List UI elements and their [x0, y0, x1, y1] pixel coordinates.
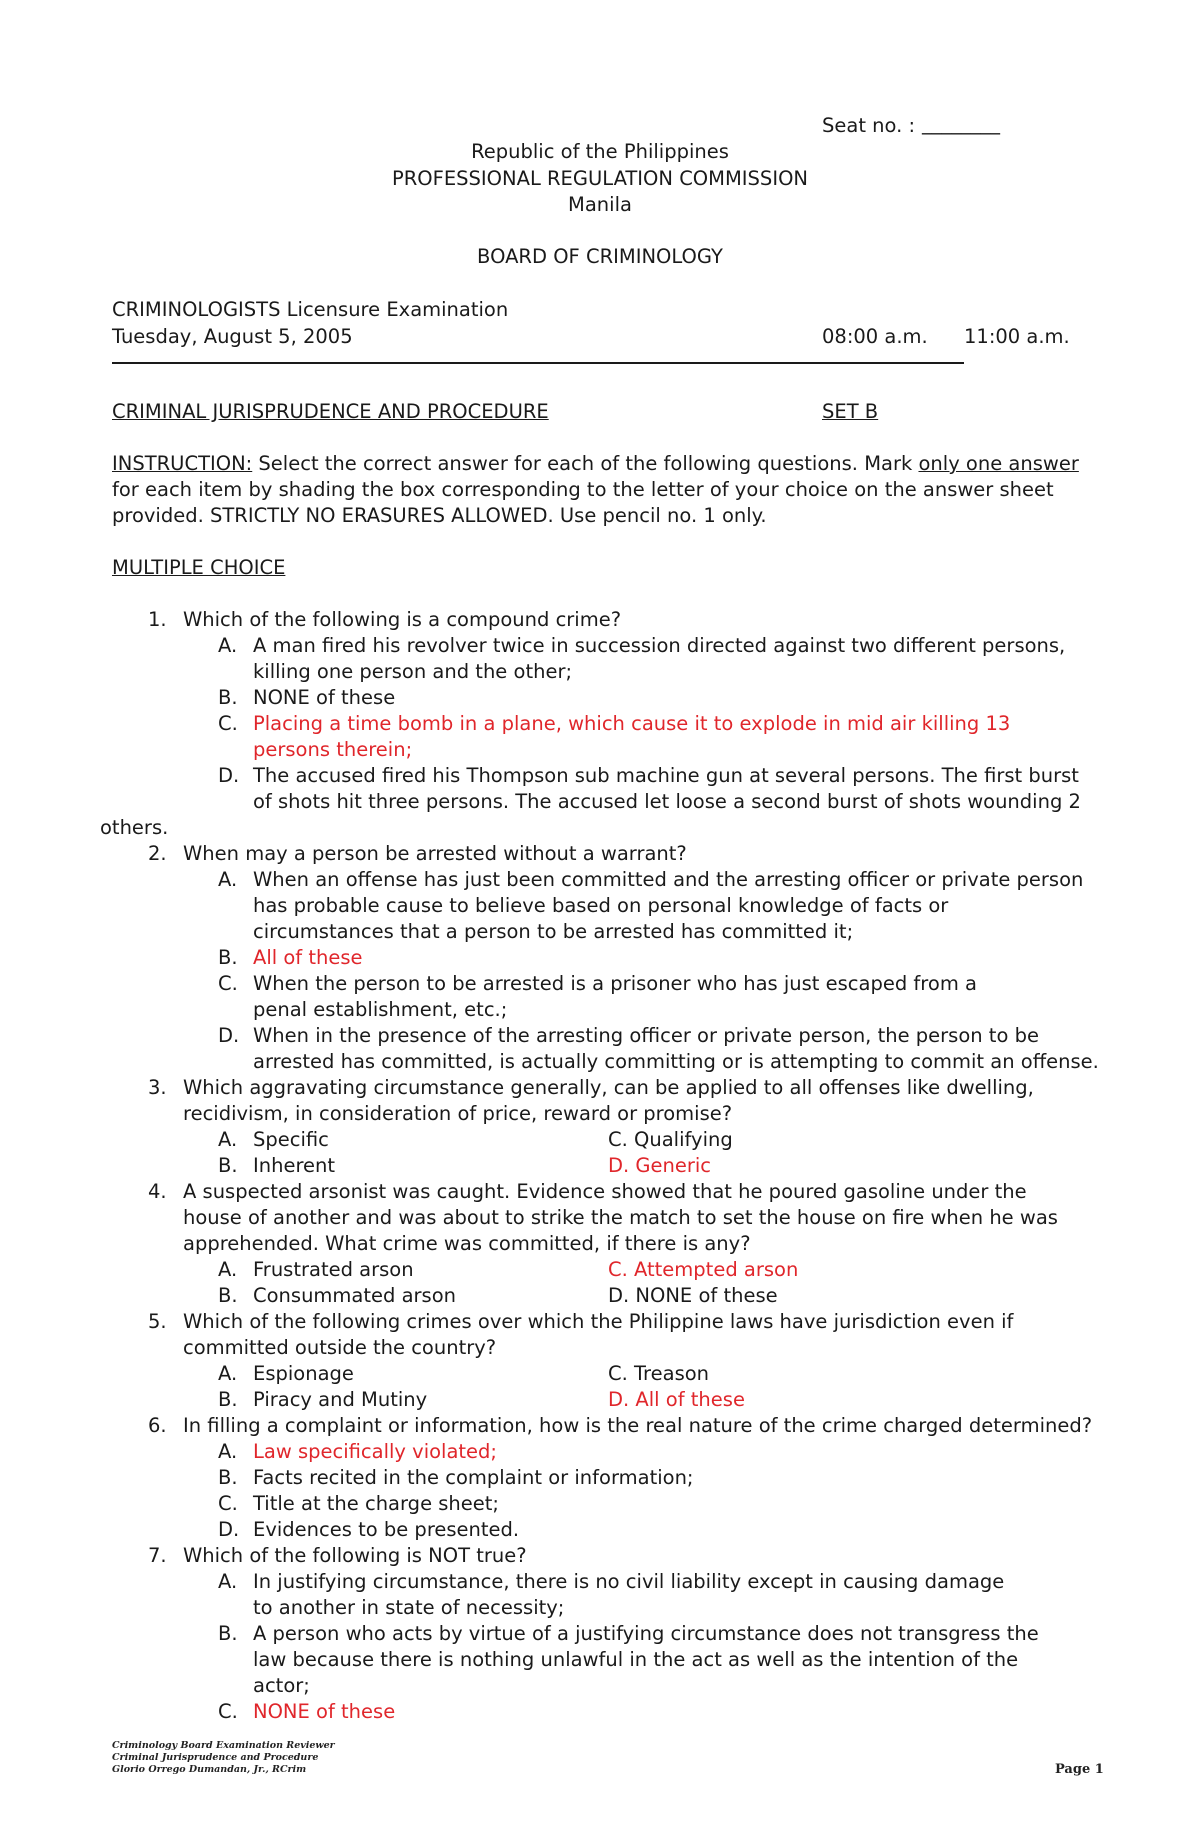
- option-letter: A.: [218, 1128, 238, 1151]
- option-text: Law specifically violated;: [253, 1440, 498, 1463]
- question-text: recidivism, in consideration of price, reward or promise?: [183, 1102, 733, 1125]
- option-text: Inherent: [253, 1154, 336, 1177]
- option-text: law because there is nothing unlawful in the act as well as the intention of the: [253, 1648, 1019, 1671]
- subject-set: SET B: [822, 400, 879, 423]
- option-text: When the person to be arrested is a prisoner who has just escaped from a: [253, 972, 977, 995]
- subject-name: CRIMINAL JURISPRUDENCE AND PROCEDURE: [112, 400, 549, 423]
- time-end: 11:00 a.m.: [964, 325, 1070, 348]
- option-text: C. Attempted arson: [608, 1258, 799, 1281]
- question-text: A suspected arsonist was caught. Evidence showed that he poured gasoline under the: [183, 1180, 1027, 1203]
- option-letter: A.: [218, 1258, 238, 1281]
- option-letter: C.: [218, 712, 238, 735]
- option-letter: D.: [218, 764, 240, 787]
- option-text: C. Qualifying: [608, 1128, 733, 1151]
- option-letter: B.: [218, 1388, 238, 1411]
- option-text: others.: [100, 816, 169, 839]
- option-text: All of these: [253, 946, 363, 969]
- question-number: 7.: [148, 1544, 167, 1567]
- option-text: persons therein;: [253, 738, 413, 761]
- option-letter: B.: [218, 1466, 238, 1489]
- instruction-text: Select the correct answer for each of the following questions. Mark: [252, 452, 919, 475]
- option-text: Placing a time bomb in a plane, which cause it to explode in mid air killing 13: [253, 712, 1011, 735]
- option-letter: C.: [218, 972, 238, 995]
- option-text: actor;: [253, 1674, 310, 1697]
- option-text: NONE of these: [253, 686, 396, 709]
- option-letter: A.: [218, 1440, 238, 1463]
- instruction-emphasis: only one answer: [918, 452, 1079, 475]
- section-title: MULTIPLE CHOICE: [112, 556, 286, 579]
- option-text: circumstances that a person to be arrested has committed it;: [253, 920, 854, 943]
- option-letter: A.: [218, 1570, 238, 1593]
- question-number: 2.: [148, 842, 167, 865]
- question-number: 5.: [148, 1310, 167, 1333]
- option-text: The accused fired his Thompson sub machine gun at several persons. The first burst: [253, 764, 1079, 787]
- question-number: 1.: [148, 608, 167, 631]
- question-text: Which of the following is NOT true?: [183, 1544, 527, 1567]
- option-text: NONE of these: [253, 1700, 396, 1723]
- option-text: When in the presence of the arresting officer or private person, the person to be: [253, 1024, 1039, 1047]
- option-text: killing one person and the other;: [253, 660, 573, 683]
- footer-line-3: Glorio Orrego Dumandan, Jr., RCrim: [112, 1764, 307, 1775]
- option-text: Piracy and Mutiny: [253, 1388, 428, 1411]
- instruction-label: INSTRUCTION:: [112, 452, 253, 475]
- option-letter: A.: [218, 868, 238, 891]
- option-letter: C.: [218, 1492, 238, 1515]
- republic-heading: Republic of the Philippines: [471, 140, 729, 163]
- option-letter: A.: [218, 1362, 238, 1385]
- option-text: Consummated arson: [253, 1284, 456, 1307]
- option-text: D. NONE of these: [608, 1284, 778, 1307]
- option-text: D. All of these: [608, 1388, 745, 1411]
- option-text: Frustrated arson: [253, 1258, 414, 1281]
- header-divider: [112, 362, 964, 364]
- option-letter: B.: [218, 1622, 238, 1645]
- option-text: In justifying circumstance, there is no civil liability except in causing damage: [253, 1570, 1005, 1593]
- option-text: Facts recited in the complaint or information;: [253, 1466, 694, 1489]
- option-letter: B.: [218, 686, 238, 709]
- footer-line-2: Criminal Jurisprudence and Procedure: [112, 1752, 319, 1763]
- question-text: house of another and was about to strike the match to set the house on fire when he was: [183, 1206, 1058, 1229]
- question-number: 6.: [148, 1414, 167, 1437]
- option-text: of shots hit three persons. The accused let loose a second burst of shots wounding 2: [253, 790, 1081, 813]
- exam-date: Tuesday, August 5, 2005: [112, 325, 353, 348]
- instruction-line-3: provided. STRICTLY NO ERASURES ALLOWED. Use pencil no. 1 only.: [112, 504, 767, 527]
- option-letter: B.: [218, 1154, 238, 1177]
- option-text: A man fired his revolver twice in succession directed against two different persons,: [253, 634, 1066, 657]
- board-heading: BOARD OF CRIMINOLOGY: [477, 245, 723, 268]
- question-text: Which aggravating circumstance generally, can be applied to all offenses like dwelling,: [183, 1076, 1034, 1099]
- question-text: When may a person be arrested without a warrant?: [183, 842, 687, 865]
- seat-label: Seat no. :: [822, 114, 916, 137]
- option-letter: B.: [218, 946, 238, 969]
- option-letter: B.: [218, 1284, 238, 1307]
- exam-title: CRIMINOLOGISTS Licensure Examination: [112, 298, 509, 321]
- question-text: apprehended. What crime was committed, if there is any?: [183, 1232, 751, 1255]
- footer-line-1: Criminology Board Examination Reviewer: [112, 1740, 335, 1751]
- option-letter: D.: [218, 1024, 240, 1047]
- option-text: Specific: [253, 1128, 329, 1151]
- option-text: A person who acts by virtue of a justifying circumstance does not transgress the: [253, 1622, 1039, 1645]
- city-heading: Manila: [568, 193, 632, 216]
- question-number: 3.: [148, 1076, 167, 1099]
- question-text: committed outside the country?: [183, 1336, 497, 1359]
- commission-heading: PROFESSIONAL REGULATION COMMISSION: [391, 167, 809, 190]
- option-letter: C.: [218, 1700, 238, 1723]
- option-letter: A.: [218, 634, 238, 657]
- option-text: has probable cause to believe based on personal knowledge of facts or: [253, 894, 949, 917]
- question-text: Which of the following crimes over which the Philippine laws have jurisdiction even if: [183, 1310, 1014, 1333]
- option-text: Evidences to be presented.: [253, 1518, 520, 1541]
- option-text: Title at the charge sheet;: [253, 1492, 499, 1515]
- seat-blank: ________: [922, 112, 1000, 135]
- option-text: When an offense has just been committed and the arresting officer or private person: [253, 868, 1084, 891]
- option-text: to another in state of necessity;: [253, 1596, 565, 1619]
- instruction-line-2: for each item by shading the box corresponding to the letter of your choice on the answer sheet: [112, 478, 1054, 501]
- option-text: Espionage: [253, 1362, 354, 1385]
- option-letter: D.: [218, 1518, 240, 1541]
- question-number: 4.: [148, 1180, 167, 1203]
- page-number: Page 1: [1055, 1762, 1104, 1777]
- question-text: In filling a complaint or information, how is the real nature of the crime charged determined?: [183, 1414, 1093, 1437]
- option-text: penal establishment, etc.;: [253, 998, 508, 1021]
- option-text: D. Generic: [608, 1154, 712, 1177]
- option-text: arrested has committed, is actually committing or is attempting to commit an offense.: [253, 1050, 1099, 1073]
- time-start: 08:00 a.m.: [822, 325, 928, 348]
- instruction-line-1: [112, 451, 1079, 477]
- question-text: Which of the following is a compound crime?: [183, 608, 622, 631]
- option-text: C. Treason: [608, 1362, 710, 1385]
